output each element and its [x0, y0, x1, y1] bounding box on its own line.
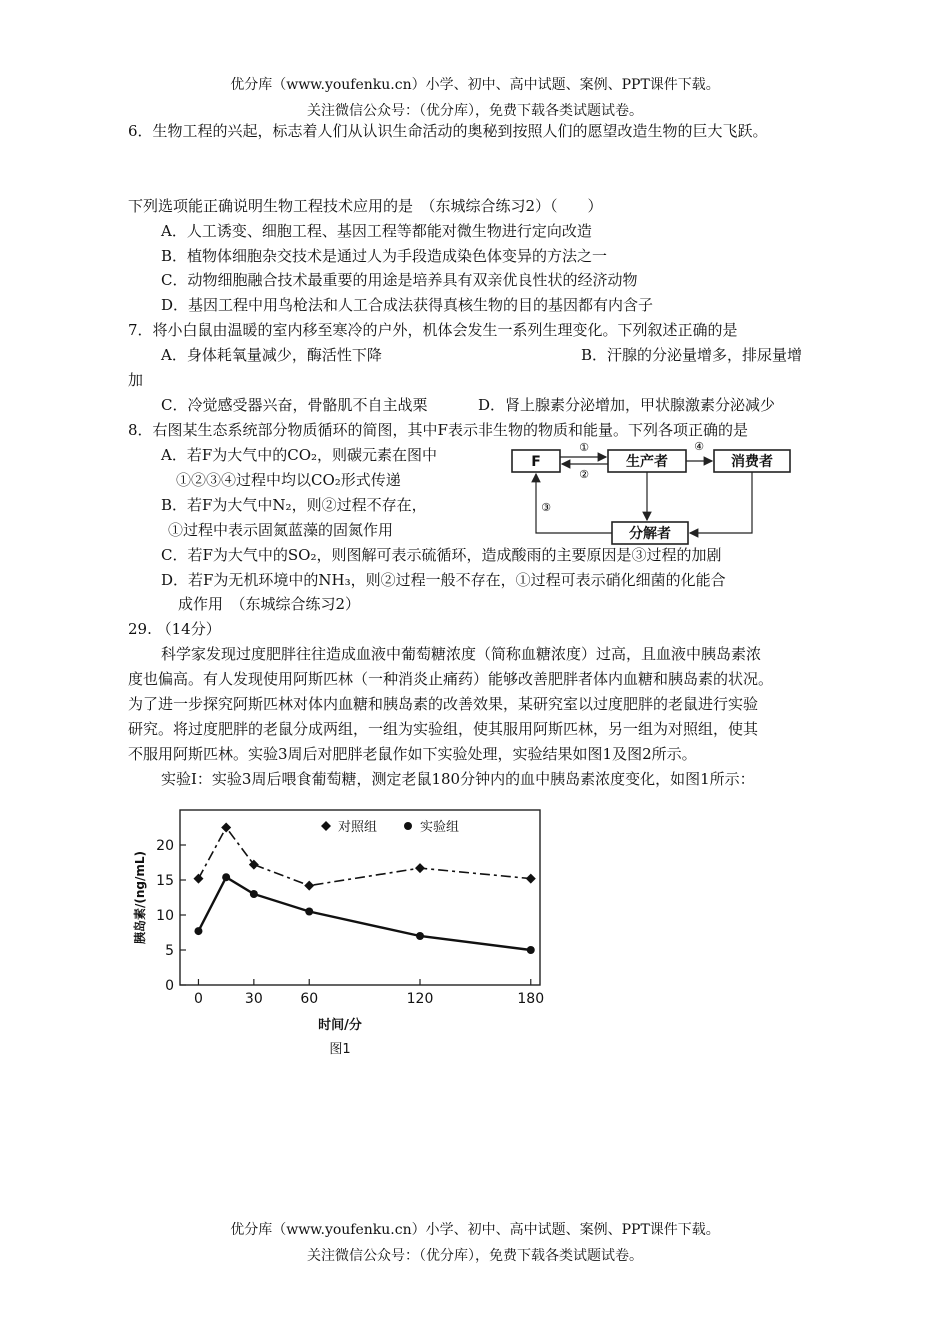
- q8-option-d-1: D．若F为无机环境中的NH₃，则②过程一般不存在，①过程可表示硝化细菌的化能合: [161, 571, 726, 589]
- footer-line-1: 优分库（www.youfenku.cn）小学、初中、高中试题、案例、PPT课件下载。: [230, 1222, 720, 1238]
- q29-para-line-1: 科学家发现过度肥胖往往造成血液中葡萄糖浓度（简称血糖浓度）过高，且血液中胰岛素浓: [161, 645, 762, 663]
- y-tick-label: 20: [156, 838, 174, 854]
- q8-option-b-1: B．若F为大气中N₂，则②过程不存在，: [161, 496, 427, 514]
- insulin-chart: [128, 800, 558, 1064]
- q8-stem: 8．右图某生态系统部分物质循环的简图，其中F表示非生物的物质和能量。下列各项正确的是: [128, 421, 748, 439]
- x-tick-label: 120: [406, 991, 434, 1007]
- q8-option-c: C．若F为大气中的SO₂，则图解可表示硫循环，造成酸雨的主要原因是③过程的加剧: [161, 546, 722, 564]
- data-point-control: [304, 881, 314, 891]
- data-point-experiment: [416, 932, 424, 940]
- legend-label-experiment: 实验组: [420, 820, 460, 835]
- data-point-experiment: [222, 873, 230, 881]
- q8-option-b-2: ①过程中表示固氮蓝藻的固氮作用: [168, 521, 394, 539]
- chart-title: 图1: [329, 1042, 351, 1057]
- header-line-2: 关注微信公众号：（优分库），免费下载各类试题试卷。: [307, 103, 643, 119]
- label-2: ②: [579, 468, 589, 481]
- data-point-control: [526, 874, 536, 884]
- data-point-experiment: [194, 927, 202, 935]
- q7-option-b-cont: 加: [128, 371, 144, 389]
- q29-experiment-1: 实验Ⅰ：实验3周后喂食葡萄糖，测定老鼠180分钟内的血中胰岛素浓度变化，如图1所示：: [161, 770, 755, 788]
- cycle-diagram: [500, 436, 800, 548]
- header-line-1: 优分库（www.youfenku.cn）小学、初中、高中试题、案例、PPT课件下载。: [230, 77, 720, 93]
- data-point-experiment: [527, 946, 535, 954]
- q7-option-b: B．汗腺的分泌量增多，排尿量增: [581, 346, 803, 364]
- box-consumer-label: 消费者: [731, 454, 773, 470]
- q6-option-b: B．植物体细胞杂交技术是通过人为手段造成染色体变异的方法之一: [161, 247, 608, 265]
- arrow-consumer-decomposer: [690, 472, 752, 533]
- q29-para-line-5: 不服用阿斯匹林。实验3周后对肥胖老鼠作如下实验处理，实验结果如图1及图2所示。: [128, 745, 697, 763]
- label-3: ③: [541, 501, 551, 514]
- q7-option-c: C．冷觉感受器兴奋，骨骼肌不自主战栗: [161, 396, 428, 414]
- plot-frame: [180, 810, 540, 985]
- legend-marker-control: [321, 821, 331, 831]
- y-tick-label: 10: [156, 908, 174, 924]
- box-decomposer-label: 分解者: [629, 526, 671, 542]
- data-point-experiment: [305, 908, 313, 916]
- q8-option-a-2: ①②③④过程中均以CO₂形式传递: [176, 471, 401, 489]
- series-line-control: [198, 828, 530, 886]
- y-tick-label: 15: [156, 873, 174, 889]
- q8-option-a-1: A．若F为大气中的CO₂，则碳元素在图中: [161, 446, 438, 464]
- data-point-control: [415, 863, 425, 873]
- x-tick-label: 60: [300, 991, 319, 1007]
- q6-option-a: A．人工诱变、细胞工程、基因工程等都能对微生物进行定向改造: [161, 222, 592, 240]
- q7-option-a: A．身体耗氧量减少，酶活性下降: [161, 346, 382, 364]
- box-f-label: F: [531, 454, 541, 470]
- q7-stem: 7．将小白鼠由温暖的室内移至寒冷的户外，机体会发生一系列生理变化。下列叙述正确的是: [128, 321, 738, 339]
- q6-stem-2: 下列选项能正确说明生物工程技术应用的是 （东城综合练习2）（ ）: [128, 197, 603, 215]
- footer-line-2: 关注微信公众号：（优分库），免费下载各类试题试卷。: [307, 1248, 643, 1264]
- data-point-experiment: [250, 890, 258, 898]
- series-line-experiment: [198, 877, 530, 950]
- label-1: ①: [579, 441, 589, 454]
- x-tick-label: 180: [517, 991, 545, 1007]
- q29-title: 29. （14分）: [128, 620, 221, 638]
- legend-marker-experiment: [404, 822, 412, 830]
- data-point-control: [193, 874, 203, 884]
- q6-option-d: D．基因工程中用鸟枪法和人工合成法获得真核生物的目的基因都有内含子: [161, 296, 654, 314]
- y-tick-label: 5: [165, 943, 174, 959]
- q29-para-line-4: 研究。将过度肥胖的老鼠分成两组，一组为实验组，使其服用阿斯匹林，另一组为对照组，使其: [128, 720, 759, 738]
- box-producer-label: 生产者: [626, 454, 668, 470]
- q29-para-line-3: 为了进一步探究阿斯匹林对体内血糖和胰岛素的改善效果，某研究室以过度肥胖的老鼠进行实验: [128, 695, 759, 713]
- q29-para-line-2: 度也偏高。有人发现使用阿斯匹林（一种消炎止痛药）能够改善肥胖者体内血糖和胰岛素的状况。: [128, 670, 774, 688]
- q6-option-c: C．动物细胞融合技术最重要的用途是培养具有双亲优良性状的经济动物: [161, 271, 638, 289]
- y-axis-label: 胰岛素/(ng/mL): [133, 850, 147, 945]
- q8-option-d-2: 成作用 （东城综合练习2）: [178, 595, 361, 613]
- label-4: ④: [694, 440, 704, 453]
- legend-label-control: 对照组: [338, 820, 378, 835]
- x-tick-label: 30: [244, 991, 263, 1007]
- q6-stem: 6．生物工程的兴起，标志着人们从认识生命活动的奥秘到按照人们的愿望改造生物的巨大飞跃。: [128, 122, 768, 140]
- x-tick-label: 0: [194, 991, 203, 1007]
- x-axis-label: 时间/分: [318, 1018, 362, 1033]
- y-tick-label: 0: [165, 978, 174, 994]
- q7-option-d: D．肾上腺素分泌增加，甲状腺激素分泌减少: [478, 396, 776, 414]
